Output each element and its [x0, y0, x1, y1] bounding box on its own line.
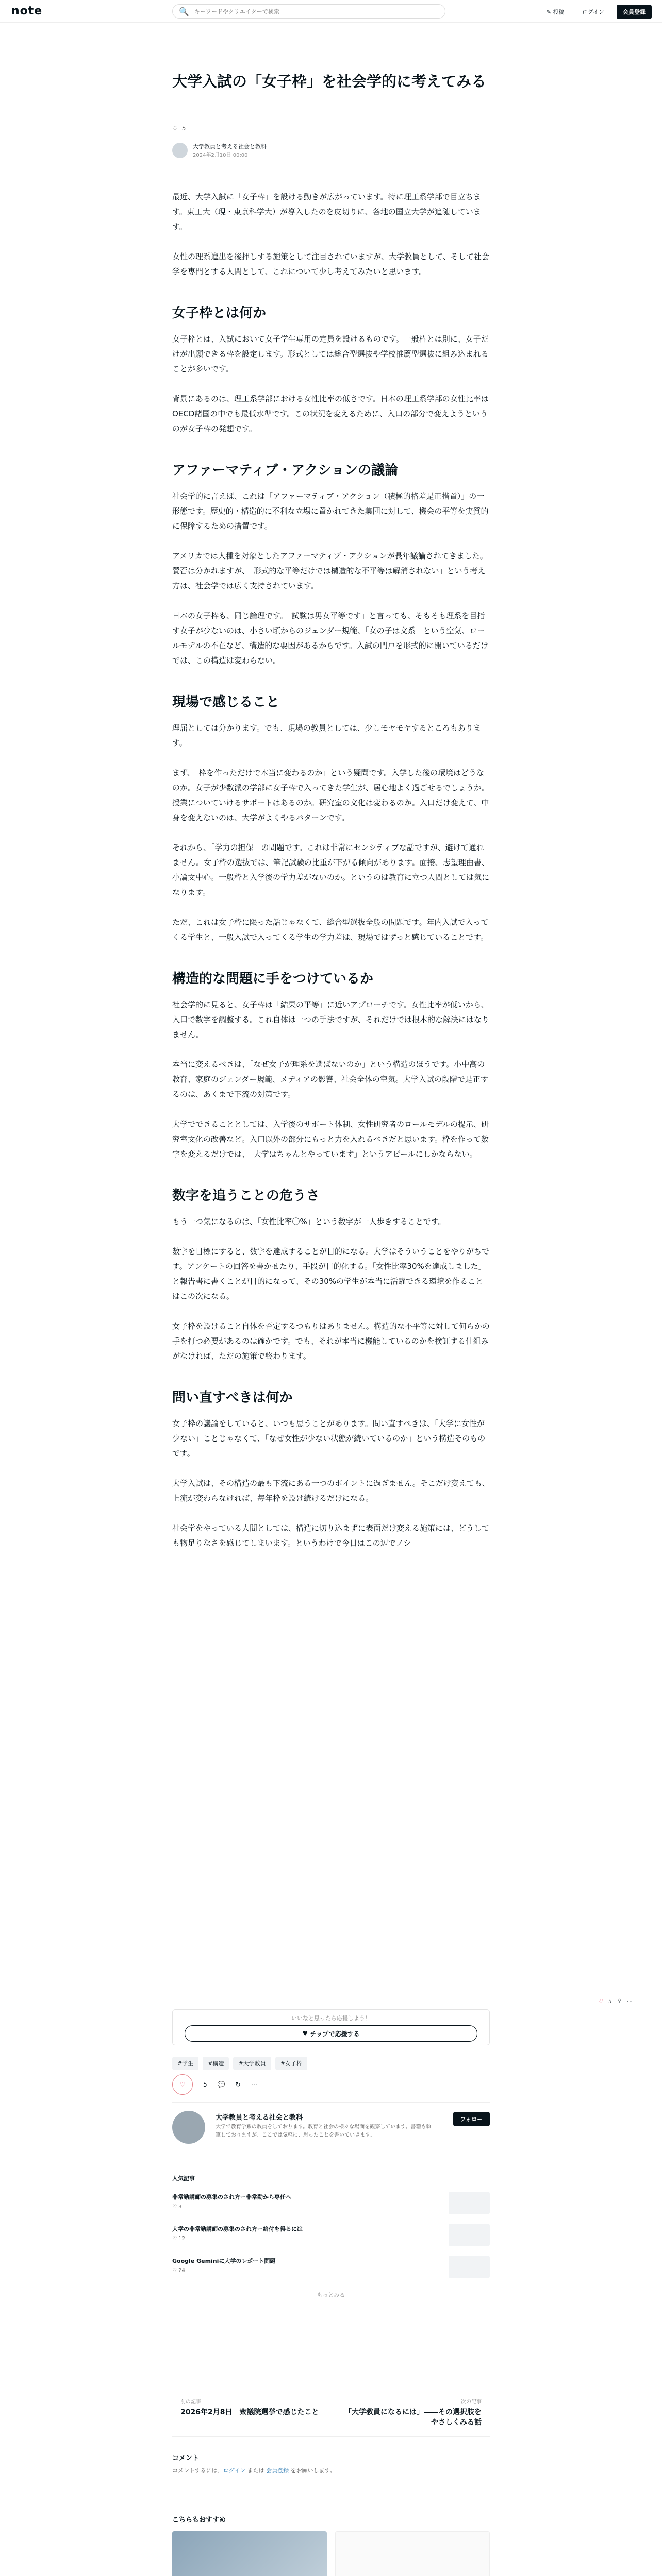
popular-count: ♡ 24: [172, 2268, 185, 2274]
share-icon[interactable]: ↻: [235, 2081, 241, 2088]
section-paragraph: 社会学的に言えば、これは「アファーマティブ・アクション（積極的格差是正措置）」の一形態です。歴史的・構造的に不利な立場に置かれてきた集団に対して、機会の平等を実質的に保障するための措置です。: [172, 492, 489, 531]
heart-icon: ♡: [179, 2081, 186, 2088]
more-link[interactable]: もっとみる: [317, 2292, 345, 2298]
author-name[interactable]: 大学教員と考える社会と教科: [193, 143, 267, 150]
section-paragraph: アメリカでは人種を対象としたアファーマティブ・アクションが長年議論されてきました。賛否は分かれますが、「形式的な平等だけでは構造的な不平等は解消されない」という考え方は、社会学では広く支持されています。: [172, 551, 488, 590]
support-caption: いいなと思ったら応援しよう！: [291, 2015, 371, 2022]
popular-thumbnail: [449, 2256, 490, 2278]
recs-heading: こちらもおすすめ: [172, 2516, 226, 2524]
more-icon[interactable]: ⋯: [627, 1998, 633, 2005]
section-paragraph: 社会学をやっている人間としては、構造に切り込まずに表面だけ変える施策には、どうしても物足りなさを感じてしまいます。というわけで今日はこの辺でノシ: [172, 1523, 490, 1548]
article-navigation: [172, 2391, 490, 2437]
section-paragraph: 理屈としては分かります。でも、現場の教員としては、少しモヤモヤするところもあります。: [172, 723, 481, 748]
recommendations: [172, 2514, 490, 2576]
rec-card[interactable]: [172, 2531, 327, 2576]
tag[interactable]: #学生: [172, 2057, 198, 2070]
tip-button[interactable]: [185, 2025, 477, 2042]
author-card: [172, 2102, 490, 2159]
comments-post: をお願いします。: [289, 2467, 336, 2474]
signup-button[interactable]: 会員登録: [617, 5, 652, 19]
section-paragraph: 日本の女子枠も、同じ論理です。「試験は男女平等です」と言っても、そもそも理系を目指す女子が少ないのは、小さい頃からのジェンダー規範、「女の子は文系」という空気、ロールモデルの不在など、構造的な要因があるからです。入試の門戸を形式的に開いているだけでは、この構造は変わらない。: [172, 611, 488, 665]
rec-thumbnail: [335, 2531, 490, 2576]
tip-label: チップで応援する: [310, 2030, 360, 2038]
rec-thumbnail: [172, 2531, 327, 2576]
author-card-avatar[interactable]: [172, 2111, 205, 2144]
rec-card[interactable]: [335, 2531, 490, 2576]
section-heading: 問い直すべきは何か: [172, 1390, 293, 1405]
prev-title: 2026年2月8日 衆議院選挙で感じたこと: [180, 2408, 319, 2416]
section-heading: 女子枠とは何か: [172, 306, 267, 321]
site-header: [0, 0, 662, 23]
follow-button[interactable]: フォロー: [453, 2112, 490, 2126]
side-heart-icon[interactable]: ♡: [598, 1998, 603, 2005]
comments-message: [172, 2466, 490, 2475]
comment-icon[interactable]: 💬: [217, 2081, 225, 2088]
popular-title: 大学の非常勤講師の募集のされ方ー給付を得るには: [172, 2226, 303, 2232]
section-heading: アファーマティブ・アクションの議論: [172, 463, 399, 478]
section-paragraph: 大学でできることとしては、入学後のサポート体制、女性研究者のロールモデルの提示、研究室文化の改善など。入口以外の部分にもっと力を入れるべきだと思います。枠を作って数字を変えるだけでは、「大学はちゃんとやっています」というアピールにしかならない。: [172, 1120, 489, 1159]
search-icon: 🔍: [179, 6, 189, 16]
section-paragraph: 女子枠の議論をしていると、いつも思うことがあります。問い直すべきは、「大学に女性が少ない」ことじゃなくて、「なぜ女性が少ない状態が続いているのか」という構造そのものです。: [172, 1419, 486, 1458]
comments-section: [172, 2452, 490, 2475]
support-box: [172, 2009, 490, 2045]
tag[interactable]: #大学教員: [233, 2057, 271, 2070]
bottom-action-bar: [172, 2074, 257, 2095]
post-button[interactable]: ✎ 投稿: [546, 9, 565, 15]
publish-date: 2024年2月10日 00:00: [193, 152, 248, 158]
next-label: 次の記事: [461, 2399, 482, 2405]
section-paragraph: 背景にあるのは、理工系学部における女性比率の低さです。日本の理工系学部の女性比率はOECD諸国の中でも最低水準です。この状況を変えるために、入口の部分で変えようというのが女子枠の発想です。: [172, 394, 489, 433]
more-icon[interactable]: ⋯: [251, 2081, 257, 2088]
search-bar[interactable]: [172, 4, 445, 19]
comments-signup-link[interactable]: 会員登録: [266, 2467, 289, 2474]
recs-grid: [172, 2531, 490, 2576]
popular-count-value: 12: [178, 2236, 185, 2242]
header-actions: [541, 5, 652, 19]
site-logo[interactable]: note: [11, 5, 43, 18]
comments-pre: コメントするには、: [172, 2467, 223, 2474]
article-body: [172, 190, 490, 1566]
popular-item[interactable]: [172, 2218, 490, 2250]
popular-title: 非常勤講師の募集のされ方ー非常勤から専任へ: [172, 2194, 291, 2200]
section-paragraph: 本当に変えるべきは、「なぜ女子が理系を選ばないのか」という構造のほうです。小中高の教育、家庭のジェンダー規範、メディアの影響、社会全体の空気。大学入試の段階で是正するのは、あくまで下流の対策です。: [172, 1060, 488, 1099]
comments-mid: または: [245, 2467, 267, 2474]
popular-item[interactable]: [172, 2187, 490, 2218]
next-article[interactable]: [331, 2391, 490, 2436]
section-heading: 数字を追うことの危うさ: [172, 1188, 320, 1204]
next-title: 「大学教員になるには」――その選択肢をやさしくみる話: [344, 2408, 482, 2427]
tag[interactable]: #女子枠: [275, 2057, 307, 2070]
popular-articles: [172, 2174, 490, 2299]
author-meta: [172, 142, 490, 158]
section-heading: 構造的な問題に手をつけているか: [172, 971, 374, 987]
like-count: 5: [181, 125, 186, 132]
heart-icon[interactable]: ♡: [172, 125, 178, 132]
article-title: 大学入試の「女子枠」を社会学的に考えてみる: [172, 73, 487, 90]
prev-article[interactable]: [172, 2391, 331, 2436]
section-paragraph: 女子枠とは、入試において女子学生専用の定員を設けるものです。一般枠とは別に、女子だけが出願できる枠を設定します。形式としては総合型選抜や学校推薦型選抜に組み込まれることが多いです。: [172, 334, 489, 374]
tag[interactable]: #構造: [203, 2057, 229, 2070]
section-paragraph: ただ、これは女子枠に限った話じゃなくて、総合型選抜全般の問題です。年内入試で入ってくる学生と、一般入試で入ってくる学生の学力差は、現場ではずっと感じていることです。: [172, 918, 489, 942]
section-paragraph: もう一つ気になるのは、「女性比率〇%」という数字が一人歩きすることです。: [172, 1217, 446, 1226]
section-paragraph: 社会学的に見ると、女子枠は「結果の平等」に近いアプローチです。女性比率が低いから、入口で数字を調整する。これ自体は一つの手法ですが、それだけでは根本的な解決にはなりません。: [172, 1000, 490, 1039]
popular-thumbnail: [449, 2224, 490, 2246]
section-paragraph: まず、「枠を作っただけで本当に変わるのか」という疑問です。入学した後の環境はどうなのか。女子が少数派の学部に女子枠で入ってきた学生が、居心地よく過ごせるでしょうか。授業についていけるサポートはあるのか。研究室の文化は変わるのか。入口だけ変えて、中身を変えないのは、大学がよくやるパターンです。: [172, 768, 489, 822]
popular-item[interactable]: [172, 2250, 490, 2282]
popular-count: ♡ 3: [172, 2204, 182, 2210]
intro-paragraph: 最近、大学入試に「女子枠」を設ける動きが広がっています。特に理工系学部で目立ちます。東工大（現・東京科学大）が導入したのを皮切りに、各地の国立大学が追随しています。: [172, 192, 481, 231]
popular-heading: 人気記事: [172, 2175, 195, 2182]
author-card-desc: 大学で教育学系の教員をしております。教育と社会の様々な場面を観察しています。書籍も執筆しておりますが、ここでは気軽に、思ったことを書いていきます。: [216, 2124, 432, 2138]
popular-thumbnail: [449, 2192, 490, 2214]
top-like-row: [172, 125, 490, 132]
side-actions: [598, 1998, 633, 2005]
bottom-like-count: 5: [203, 2081, 207, 2088]
comments-login-link[interactable]: ログイン: [223, 2467, 246, 2474]
prev-label: 前の記事: [180, 2399, 201, 2405]
section-paragraph: 女子枠を設けること自体を否定するつもりはありません。構造的な不平等に対して何らかの手を打つ必要があるのは確かです。でも、それが本当に機能しているのかを検証する仕組みがなければ、ただの施策で終わります。: [172, 1321, 490, 1361]
login-button[interactable]: ログイン: [582, 9, 604, 15]
popular-count-value: 24: [178, 2268, 185, 2274]
tag-list: [172, 2057, 490, 2070]
tip-icon: ♥: [302, 2030, 310, 2037]
intro-paragraph: 女性の理系進出を後押しする施策として注目されていますが、大学教員として、そして社会学を専門とする人間として、これについて少し考えてみたいと思います。: [172, 252, 489, 276]
author-avatar[interactable]: [172, 143, 188, 158]
section-paragraph: それから、「学力の担保」の問題です。これは非常にセンシティブな話ですが、避けて通れません。女子枠の選抜では、筆記試験の比重が下がる傾向があります。面接、志望理由書、小論文中心。一般枠と入学後の学力差がないのか。というのは教育に立つ人間としては気になります。: [172, 843, 490, 897]
like-button[interactable]: [172, 2074, 193, 2095]
section-heading: 現場で感じること: [172, 694, 280, 710]
section-paragraph: 大学入試は、その構造の最も下流にある一つのポイントに過ぎません。そこだけ変えても、上流が変わらなければ、毎年枠を設け続けるだけになる。: [172, 1479, 490, 1503]
popular-count-value: 3: [178, 2204, 182, 2210]
author-card-name[interactable]: 大学教員と考える社会と教科: [216, 2114, 303, 2122]
search-input[interactable]: [193, 8, 436, 15]
popular-count: ♡ 12: [172, 2236, 185, 2242]
popular-title: Google Geminiに大学のレポート問題: [172, 2258, 276, 2264]
share-icon[interactable]: ⇪: [617, 1998, 622, 2005]
comments-heading: コメント: [172, 2454, 200, 2462]
section-paragraph: 数字を目標にすると、数字を達成することが目的になる。大学はそういうことをやりがちです。アンケートの回答を書かせたり、手段が目的化する。「女性比率30%を達成しました」と報告書に書くことが目的になって、その30%の学生が本当に活躍できる環境を作ることはこの次になる。: [172, 1247, 489, 1301]
post-label: 投稿: [553, 9, 565, 15]
side-like-count: 5: [608, 1998, 612, 2005]
